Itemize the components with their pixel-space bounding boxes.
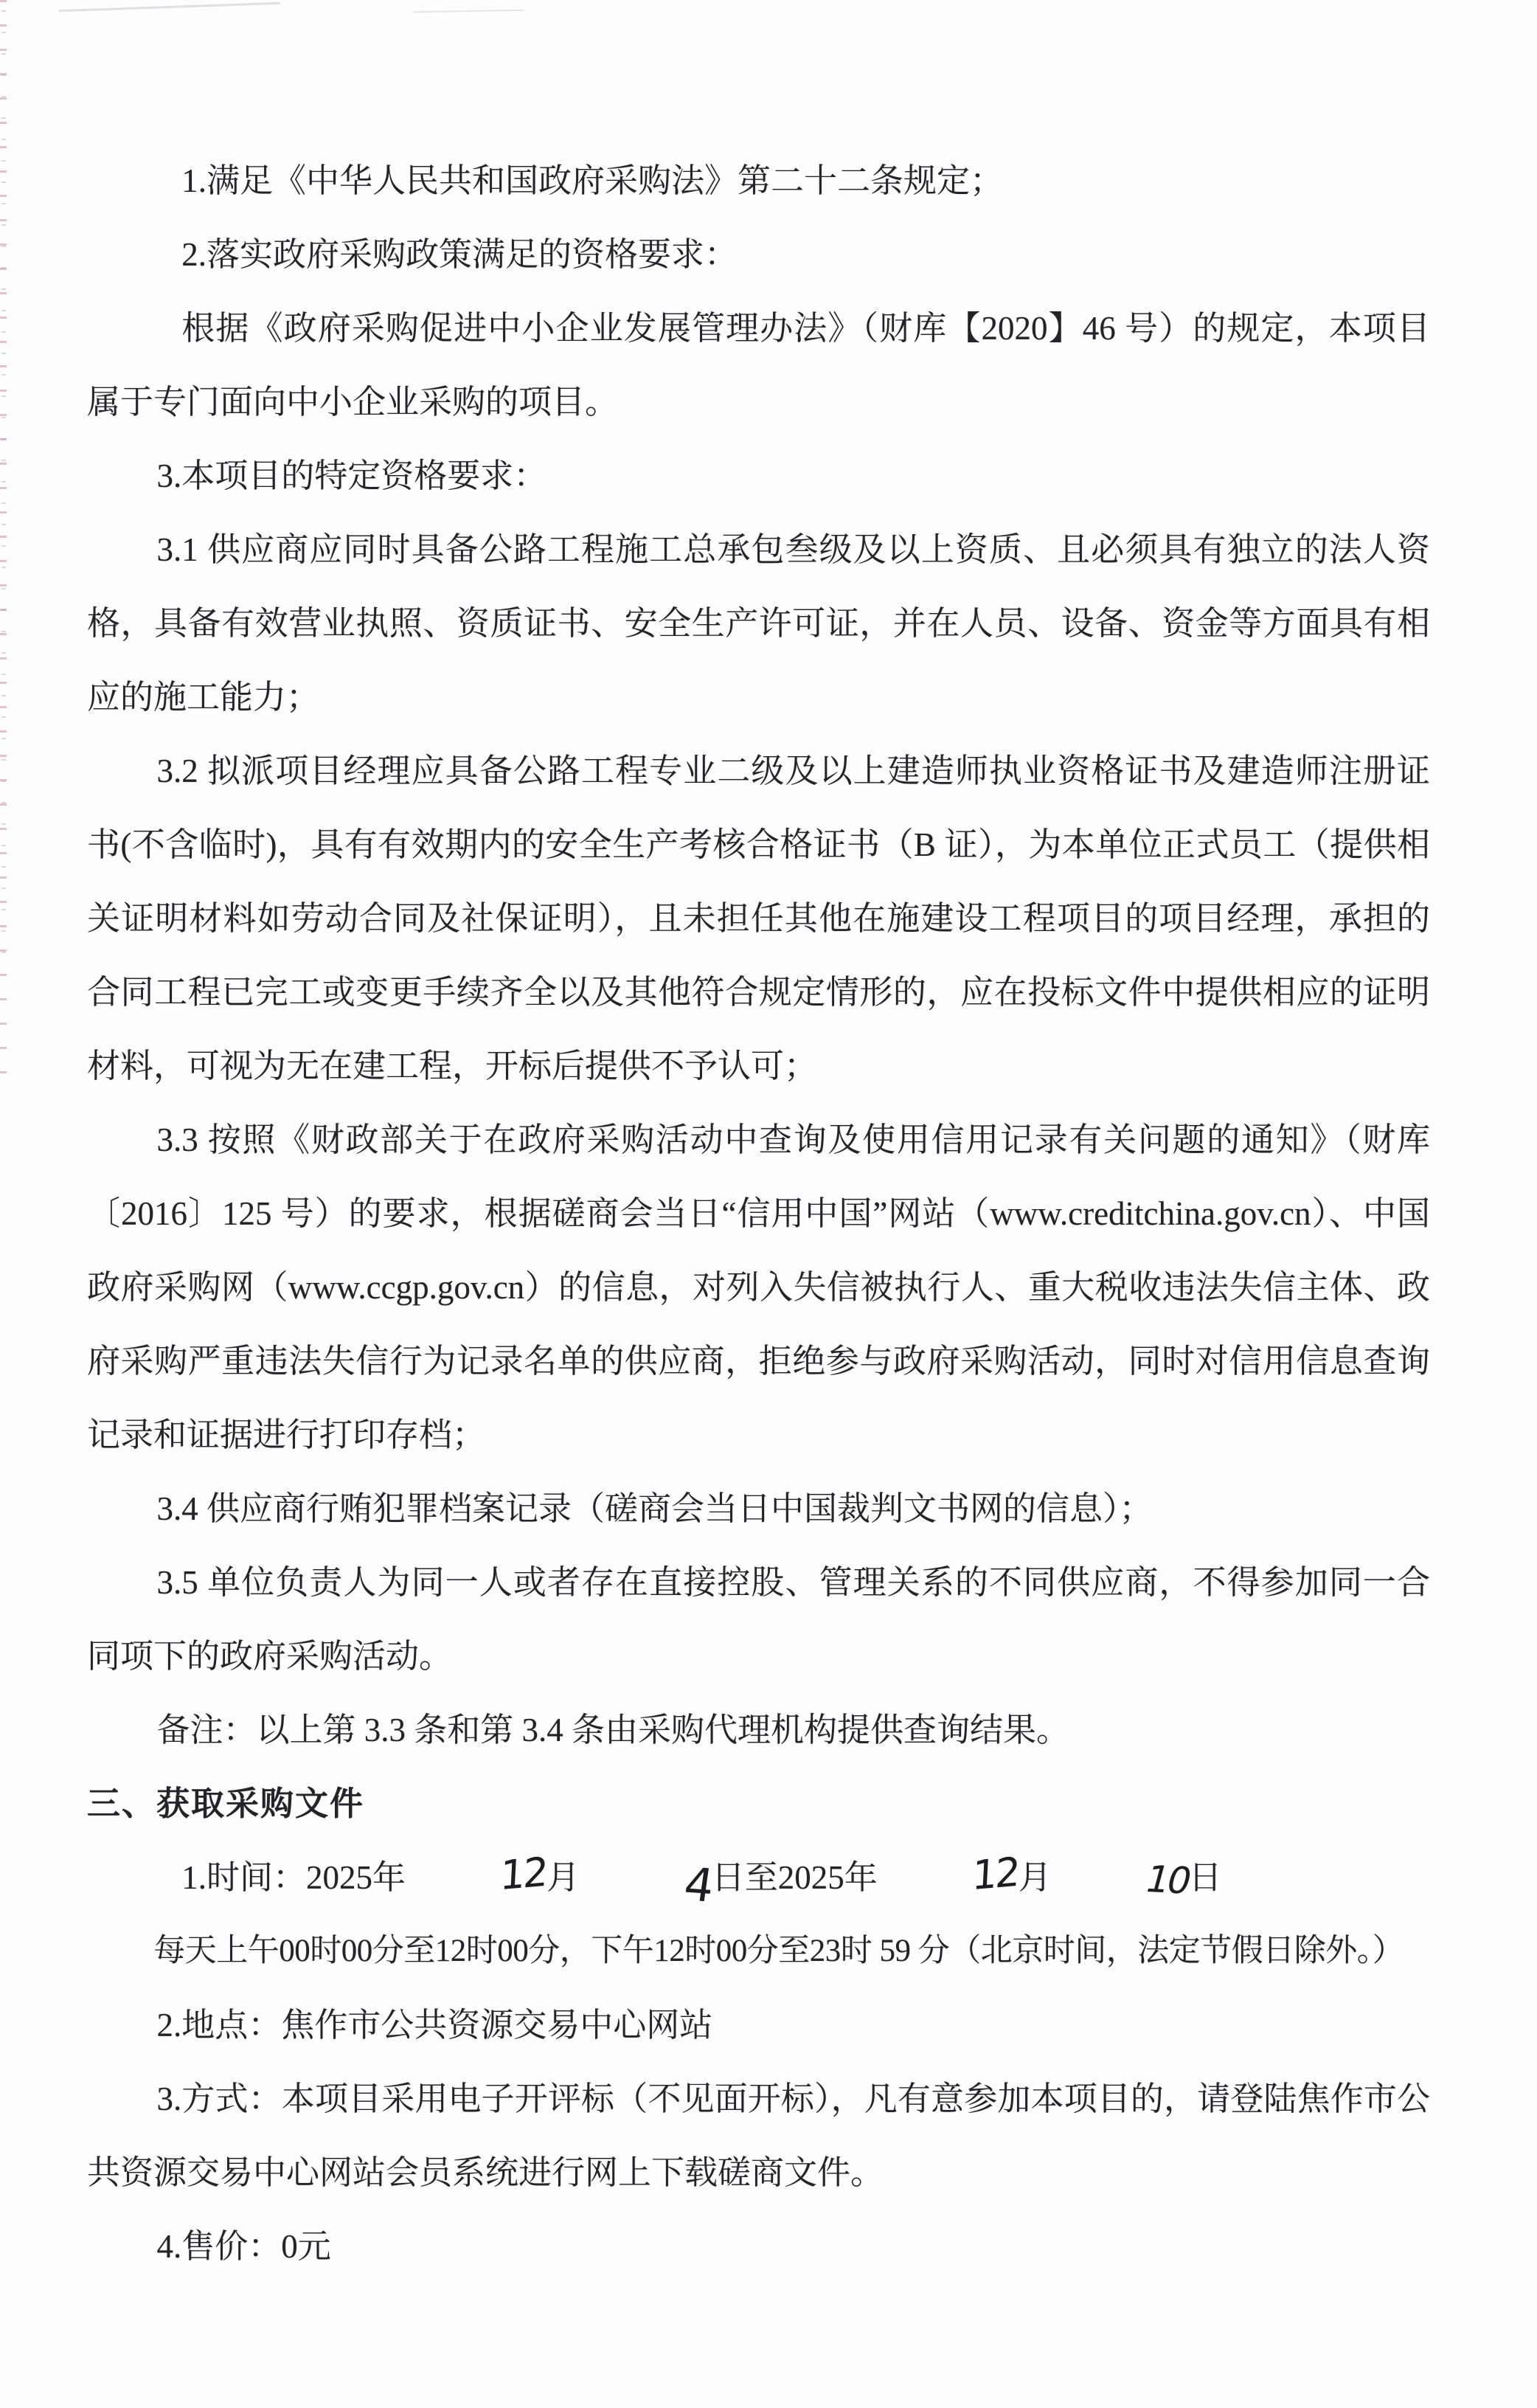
time-printed-day-char: 日 [1188, 1859, 1222, 1896]
clause-3-4: 3.4 供应商行贿犯罪档案记录（磋商会当日中国裁判文书网的信息）； [156, 1490, 1153, 1527]
clause-1: 1.满足《中华人民共和国政府采购法》第二十二条规定； [181, 162, 1004, 199]
clause-3-1: 3.1 供应商应同时具备公路工程施工总承包叁级及以上资质、且必须具有独立的法人资格，具备有效营业执照、资质证书、安全生产许可证，并在人员、设备、资金等方面具有相应的施工能力； [87, 531, 1430, 716]
price-line: 4.售价：0元 [156, 2228, 331, 2265]
location-line: 2.地点：焦作市公共资源交易中心网站 [156, 2007, 713, 2044]
time-printed-middle: 日至2025年 [711, 1859, 878, 1896]
section-heading: 三、获取采购文件 [87, 1785, 365, 1822]
handwritten-month-2: 12 [971, 1848, 1020, 1900]
clause-3: 3.本项目的特定资格要求： [156, 457, 547, 494]
scan-artifact-left-edge-blue [1, 10, 6, 969]
clause-3-5: 3.5 单位负责人为同一人或者存在直接控股、管理关系的不同供应商，不得参加同一合同项下的政府采购活动。 [87, 1564, 1430, 1675]
clause-3-3: 3.3 按照《财政部关于在政府采购活动中查询及使用信用记录有关问题的通知》（财库〔2016〕125 号）的要求，根据磋商会当日“信用中国”网站（www.creditchina.gov.cn）、中国政府采购网（www.ccgp.gov.cn）的信息，对列入失信被执行人、重大税收违法失信主体、政府采购严重违法失信行为记录名单的供应商，拒绝参与政府采购活动，同时对信用信息查询记录和证据进行打印存档； [87, 1121, 1430, 1453]
time-printed-month-char-1: 月 [546, 1859, 580, 1896]
time-printed-month-char-2: 月 [1018, 1859, 1052, 1896]
time-printed-prefix: 1.时间：2025年 [181, 1859, 406, 1896]
method-line: 3.方式：本项目采用电子开评标（不见面开标），凡有意参加本项目的，请登陆焦作市公共资源交易中心网站会员系统进行网上下载磋商文件。 [87, 2080, 1430, 2191]
clause-2: 2.落实政府采购政策满足的资格要求： [181, 236, 738, 273]
scan-artifact-left-edge-red [0, 0, 7, 1092]
handwritten-day-1: 4 [681, 1857, 715, 1913]
scan-artifact-top-smudge-2 [413, 10, 524, 13]
scan-artifact-top-smudge [59, 2, 280, 12]
clause-policy-basis: 根据《政府采购促进中小企业发展管理办法》（财库【2020】46 号）的规定，本项目属于专门面向中小企业采购的项目。 [87, 310, 1430, 421]
clause-3-2: 3.2 拟派项目经理应具备公路工程专业二级及以上建造师执业资格证书及建造师注册证书(不含临时)，具有有效期内的安全生产考核合格证书（B 证），为本单位正式员工（提供相关证明材料如劳动合同及社保证明），且未担任其他在施建设工程项目的项目经理，承担的合同工程已完工或变更手续齐全以及其他符合规定情形的，应在投标文件中提供相应的证明材料，可视为无在建工程，开标后提供不予认可； [87, 752, 1430, 1084]
handwritten-month-1: 12 [499, 1848, 548, 1900]
time-window-line: 每天上午00时00分至12时00分，下午12时00分至23时 59 分（北京时间，法定节假日除外。） [153, 1934, 1404, 1968]
remark-note: 备注：以上第 3.3 条和第 3.4 条由采购代理机构提供查询结果。 [156, 1712, 1070, 1748]
time-line [87, 1841, 1430, 1914]
handwritten-day-2: 10 [1140, 1858, 1195, 1903]
